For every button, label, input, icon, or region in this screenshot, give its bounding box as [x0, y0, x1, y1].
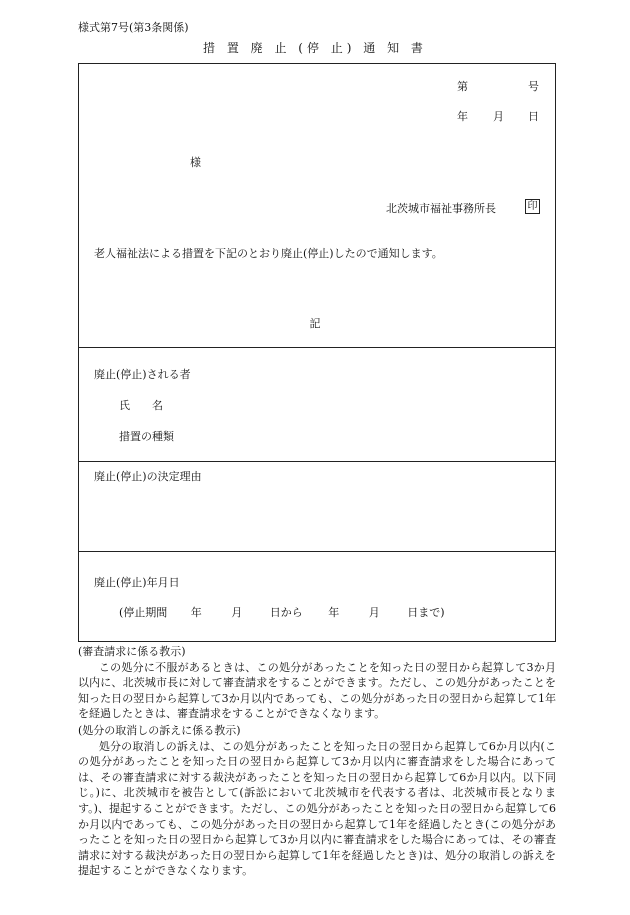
section-divider-2 — [78, 461, 556, 462]
notification-statement: 老人福祉法による措置を下記のとおり廃止(停止)したので通知します。 — [94, 247, 443, 260]
form-box — [78, 63, 556, 642]
name-label: 氏 名 — [119, 399, 163, 412]
issue-date-month: 月 — [493, 110, 504, 123]
issue-date-day: 日 — [528, 110, 539, 123]
form-number: 様式第7号(第3条関係) — [78, 21, 189, 34]
target-person-label: 廃止(停止)される者 — [94, 368, 191, 381]
document-number-suffix: 号 — [528, 80, 539, 93]
issue-date-year: 年 — [457, 110, 468, 123]
lawsuit-notice-text: 処分の取消しの訴えは、この処分があったことを知った日の翌日から起算して6か月以内(この処分があったことを知った日の翌日から起算して3か月以内に審査請求をした場合にあっては、その審査請求に対する裁決があったことを知った日の翌日から起算して6か月以内。以下同じ。)に、北茨城市を被告として(訴訟において北茨城市を代表する者は、北茨城市長となります。)、提起することができます。ただし、この処分があったことを知った日の翌日から起算して6か月以内であっても、この処分があった日の翌日から起算して1年を経過したとき(この処分があったことを知った日の翌日から起算して3か月以内に審査請求をした場合にあっては、その審査請求に対する裁決があった日の翌日から起算して1年を経過したとき)は、処分の取消しの訴えを提起することができなくなります。 — [78, 739, 556, 878]
period-year-end: 年 — [328, 606, 340, 619]
review-notice-text: この処分に不服があるときは、この処分があったことを知った日の翌日から起算して3か月以内に、北茨城市長に対して審査請求をすることができます。ただし、この処分があったことを知った日の翌日から起算して3か月以内であっても、この処分があった日の翌日から起算して1年を経過したときは、審査請求をすることができなくなります。 — [78, 660, 556, 721]
period-year-start: 年 — [190, 606, 202, 619]
suspension-period-row — [119, 606, 445, 619]
seal-stamp-box: 印 — [525, 199, 540, 214]
document-number-prefix: 第 — [457, 80, 468, 93]
review-request-notice — [78, 644, 556, 722]
document-title: 措 置 廃 止 (停 止) 通 知 書 — [203, 41, 427, 55]
period-open: (停止期間 — [119, 606, 168, 619]
period-day-from: 日から — [269, 606, 303, 619]
section-divider-3 — [78, 551, 556, 552]
abolition-date-label: 廃止(停止)年月日 — [94, 576, 180, 589]
lawsuit-notice — [78, 723, 556, 879]
ki-heading: 記 — [309, 317, 321, 330]
period-month-start: 月 — [231, 606, 243, 619]
review-notice-heading: (審査請求に係る教示) — [78, 645, 186, 658]
period-day-until: 日まで) — [407, 606, 445, 619]
sender-name: 北茨城市福祉事務所長 — [386, 202, 496, 215]
section-divider-1 — [78, 347, 556, 348]
decision-reason-label: 廃止(停止)の決定理由 — [94, 470, 202, 483]
lawsuit-notice-heading: (処分の取消しの訴えに係る教示) — [78, 724, 241, 737]
period-month-end: 月 — [368, 606, 380, 619]
addressee-honorific: 様 — [190, 156, 201, 169]
measure-type-label: 措置の種類 — [119, 430, 174, 443]
